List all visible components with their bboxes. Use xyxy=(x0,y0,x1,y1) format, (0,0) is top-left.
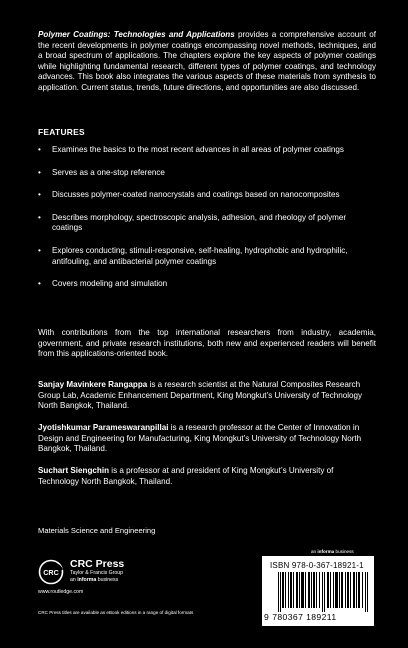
author-name: Jyotishkumar Parameswaranpillai xyxy=(38,423,169,432)
crc-logo-text: CRC xyxy=(43,568,59,577)
author-bio-text: is a research scientist at the Natural Composites Research Group Lab, Academic Enhancement Department, King Mongkut’s University of Technology North Bangkok, Thailand. xyxy=(38,380,363,411)
author-name: Sanjay Mavinkere Rangappa xyxy=(38,380,148,389)
feature-item xyxy=(38,168,376,179)
author-bio xyxy=(38,380,376,412)
feature-item xyxy=(38,190,376,201)
feature-text: Explores conducting, stimuli-responsive, self-healing, hydrophobic and hydrophilic, antifouling, and antibacterial polymer coatings xyxy=(52,245,348,266)
features-heading: FEATURES xyxy=(38,127,85,137)
publisher-website: www.routledge.com xyxy=(38,589,84,595)
author-bio-text: is a research professor at the Center of Innovation in Design and Engineering for Manufacturing, King Mongkut’s University of Technology North Bangkok, Thailand. xyxy=(38,423,362,454)
author-bio xyxy=(38,423,376,455)
ebook-note: CRC Press titles are available as eBook editions in a range of digital formats xyxy=(38,610,194,615)
informa-business-tag: an informa business xyxy=(311,549,354,554)
intro-paragraph xyxy=(38,30,376,94)
features-list xyxy=(38,145,376,290)
barcode-digits: 9 780367 189211 xyxy=(264,612,337,622)
author-bio xyxy=(38,466,376,487)
crc-logo-icon xyxy=(38,559,64,585)
isbn-barcode-box xyxy=(262,556,374,626)
feature-text: Describes morphology, spectroscopic analysis, adhesion, and rheology of polymer coatings xyxy=(52,212,347,233)
publisher-group: Taylor & Francis Group xyxy=(70,570,124,576)
feature-text: Serves as a one-stop reference xyxy=(52,167,165,177)
feature-item xyxy=(38,213,376,234)
bullet-icon: • xyxy=(38,167,41,177)
feature-item xyxy=(38,246,376,267)
bullet-icon: • xyxy=(38,245,41,255)
publisher-tagline: an informa business xyxy=(70,576,119,583)
publisher-block xyxy=(70,558,124,583)
feature-item xyxy=(38,279,376,290)
book-title: Polymer Coatings: Technologies and Applications xyxy=(38,30,235,39)
contributions-paragraph: With contributions from the top international researchers from industry, academia, government, and private research institutions, both new and experienced readers will benefit from this applications-oriented book. xyxy=(38,328,376,359)
author-bio-text: is a professor at and president of King Mongkut’s University of Technology North Bangkok, Thailand. xyxy=(38,466,334,486)
bullet-icon: • xyxy=(38,212,41,222)
feature-item xyxy=(38,145,376,156)
intro-text: provides a comprehensive account of the recent developments in polymer coatings encompassing novel methods, techniques, and a broad spectrum of applications. The chapters explore the key aspects of polymer coatings while highlighting fundamental research, different types of polymer coatings, and technology advances. This book also integrates the various aspects of these materials from synthesis to application. Current status, trends, future directions, and opportunities are also discussed. xyxy=(38,30,376,92)
feature-text: Covers modeling and simulation xyxy=(52,279,168,289)
feature-text: Discusses polymer-coated nanocrystals and coatings based on nanocomposites xyxy=(52,190,340,200)
bullet-icon: • xyxy=(38,190,41,200)
barcode-icon xyxy=(278,572,370,612)
bullet-icon: • xyxy=(38,145,41,154)
isbn-number: ISBN 978-0-367-18921-1 xyxy=(270,561,364,570)
feature-text: Examines the basics to the most recent advances in all areas of polymer coatings xyxy=(52,145,344,154)
bullet-icon: • xyxy=(38,279,41,289)
subject-category: Materials Science and Engineering xyxy=(38,526,156,535)
publisher-name: CRC Press xyxy=(70,558,125,570)
author-name: Suchart Siengchin xyxy=(38,466,110,475)
